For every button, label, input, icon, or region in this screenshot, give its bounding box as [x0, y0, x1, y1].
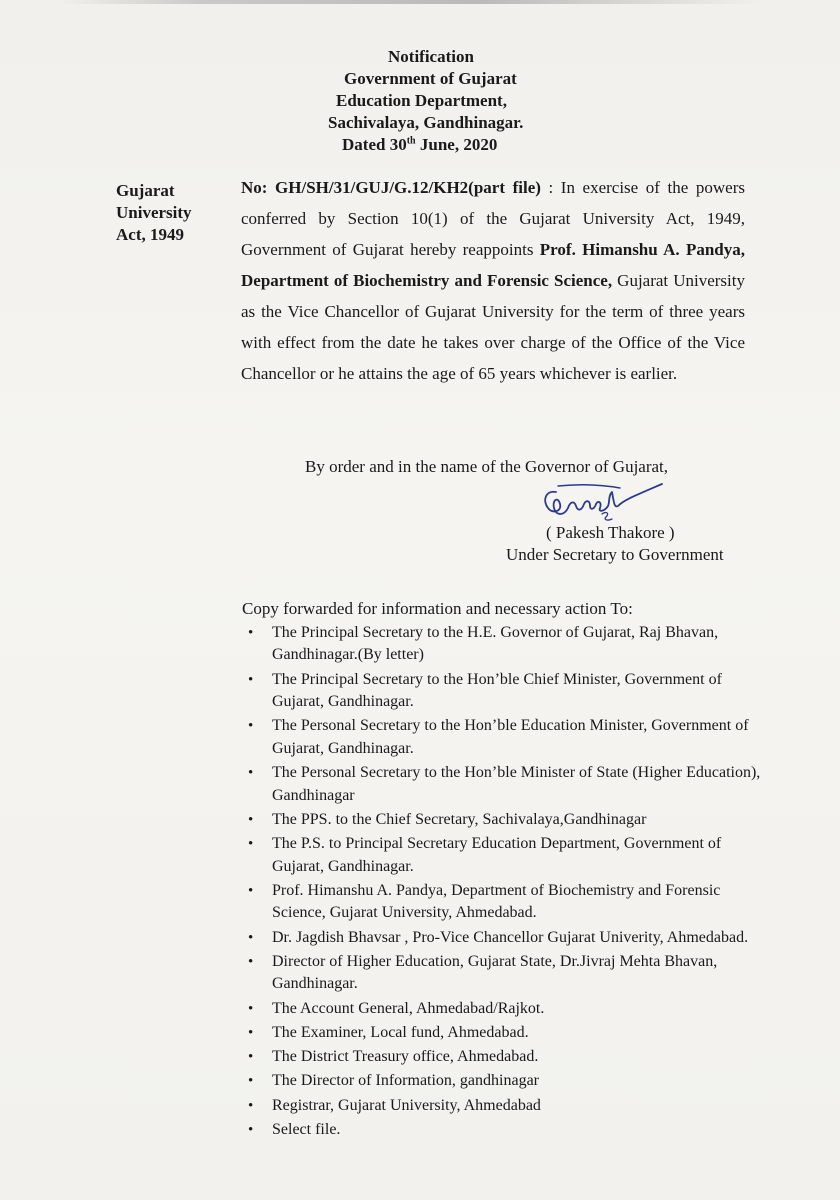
bullet-icon: •	[248, 625, 254, 641]
bullet-icon: •	[248, 836, 254, 853]
page-top-edge	[60, 0, 760, 4]
list-item-text: The P.S. to Principal Secretary Education Department, Government of Gujarat, Gandhinagar.	[272, 835, 722, 875]
list-item	[248, 762, 768, 807]
list-item	[248, 833, 768, 878]
margin-note	[116, 180, 226, 246]
list-item-text: Select file.	[272, 1121, 341, 1138]
list-item	[248, 927, 768, 949]
notification-header	[280, 46, 600, 156]
signatory-name: ( Pakesh Thakore )	[546, 523, 675, 542]
order-line: By order and in the name of the Governor of Gujarat,	[305, 457, 669, 476]
list-item-text: The PPS. to the Chief Secretary, Sachivalaya,Gandhinagar	[272, 810, 647, 828]
list-item	[248, 1070, 768, 1092]
bullet-icon: •	[248, 929, 254, 946]
bullet-icon: •	[248, 882, 254, 899]
list-item	[248, 1046, 768, 1068]
list-item	[248, 880, 768, 925]
list-item	[248, 715, 768, 760]
notification-body	[241, 172, 745, 389]
bullet-icon: •	[248, 718, 254, 735]
bullet-icon: •	[248, 1024, 254, 1041]
list-item-text: Dr. Jagdish Bhavsar , Pro-Vice Chancellor Gujarat Univerity, Ahmedabad.	[272, 928, 749, 946]
list-item	[248, 1022, 768, 1044]
header-government: Government of Gujarat	[344, 69, 517, 88]
body-text-part1: : In exercise of the powers conferred by Section 10(1) of the Gujarat University Act, 1949, Government of Gujarat hereby reappoints	[241, 178, 745, 259]
signature	[538, 478, 668, 528]
signatory-title: Under Secretary to Government	[506, 545, 724, 564]
header-date	[280, 134, 600, 156]
list-item-text: The Director of Information, gandhinagar	[272, 1072, 540, 1090]
reference-number: No: GH/SH/31/GUJ/G.12/KH2(part file)	[241, 178, 541, 197]
bullet-icon: •	[248, 765, 254, 782]
list-item-text: Registrar, Gujarat University, Ahmedabad	[272, 1096, 541, 1114]
bullet-icon: •	[248, 811, 254, 828]
list-item-text: The Personal Secretary to the Hon’ble Education Minister, Government of Gujarat, Gandhinagar.	[272, 717, 749, 757]
body-text-part2: Gujarat University as the Vice Chancellor of Gujarat University for the term of three years with effect from the date he takes over charge of the Office of the Vice Chancellor or he attains the age of 65 years whichever is earlier.	[241, 271, 745, 383]
copy-recipient-list	[248, 622, 768, 1143]
list-item	[248, 809, 768, 831]
appointee: Prof. Himanshu A. Pandya, Department of Biochemistry and Forensic Science,	[241, 240, 745, 290]
bullet-icon: •	[248, 1122, 254, 1138]
list-item	[248, 998, 768, 1020]
header-location: Sachivalaya, Gandhinagar.	[328, 113, 524, 132]
header-title: Notification	[388, 47, 474, 66]
date-suffix: June, 2020	[415, 135, 498, 154]
copy-forward-intro: Copy forwarded for information and necessary action To:	[242, 599, 633, 618]
list-item-text: The Principal Secretary to the Hon’ble Chief Minister, Government of Gujarat, Gandhinagar.	[272, 670, 722, 711]
bullet-icon: •	[248, 1097, 254, 1114]
list-item-text: The District Treasury office, Ahmedabad.	[272, 1048, 539, 1066]
list-item	[248, 1119, 768, 1141]
list-item-text: The Principal Secretary to the H.E. Governor of Gujarat, Raj Bhavan, Gandhinagar.(By letter)	[272, 624, 719, 664]
list-item-text: Prof. Himanshu A. Pandya, Department of Biochemistry and Forensic Science, Gujarat University, Ahmedabad.	[272, 881, 721, 922]
bullet-icon: •	[248, 671, 254, 688]
list-item	[248, 951, 768, 996]
date-ordinal: th	[406, 135, 416, 147]
bullet-icon: •	[248, 1049, 254, 1066]
list-item-text: The Account General, Ahmedabad/Rajkot.	[272, 999, 545, 1017]
list-item-text: Director of Higher Education, Gujarat State, Dr.Jivraj Mehta Bhavan, Gandhinagar.	[272, 952, 718, 993]
list-item-text: The Examiner, Local fund, Ahmedabad.	[272, 1023, 529, 1041]
margin-note-line: University	[116, 203, 192, 222]
margin-note-line: Gujarat	[116, 181, 175, 200]
bullet-icon: •	[248, 1000, 254, 1017]
date-prefix: Dated 30	[342, 135, 407, 154]
list-item	[248, 622, 768, 667]
list-item	[248, 669, 768, 714]
bullet-icon: •	[248, 1073, 254, 1090]
list-item-text: The Personal Secretary to the Hon’ble Minister of State (Higher Education), Gandhinagar	[272, 764, 761, 804]
margin-note-line: Act, 1949	[116, 225, 184, 244]
bullet-icon: •	[248, 953, 254, 970]
header-department: Education Department,	[336, 91, 507, 110]
list-item	[248, 1095, 768, 1117]
